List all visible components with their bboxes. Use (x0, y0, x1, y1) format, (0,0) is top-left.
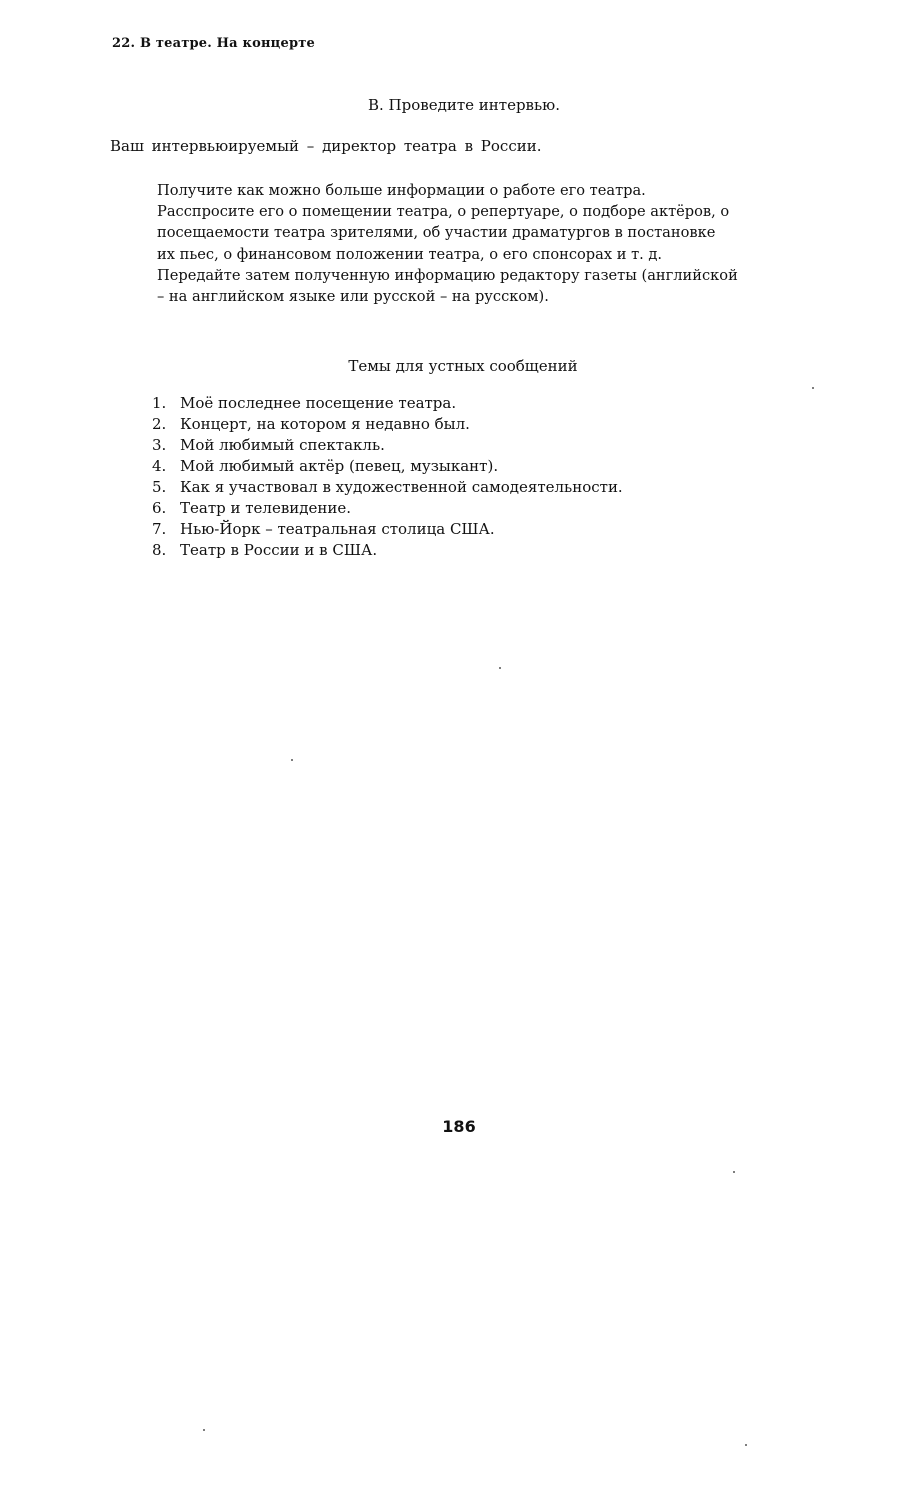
instruction-line: Расспросите его о помещении театра, о репертуаре, о подборе актёров, о (157, 203, 730, 221)
list-item-text: Как я участвовал в художественной самодеятельности. (180, 478, 623, 496)
instruction-line: Передайте затем полученную информацию редактору газеты (английской (157, 266, 738, 284)
list-item-number: 5. (152, 478, 167, 496)
scan-speck (733, 1171, 735, 1173)
list-item (152, 477, 623, 498)
running-header: 22. В театре. На концерте (112, 36, 315, 51)
list-item (152, 519, 623, 540)
scan-speck (291, 759, 293, 761)
list-item-text: Концерт, на котором я недавно был. (180, 415, 470, 433)
list-item-number: 3. (152, 436, 167, 454)
list-item (152, 498, 623, 519)
list-item-text: Мой любимый спектакль. (180, 436, 385, 454)
instruction-line: Получите как можно больше информации о работе его театра. (157, 182, 646, 199)
list-item-number: 8. (152, 541, 167, 559)
instruction-line: посещаемости театра зрителями, об участии драматургов в постановке (157, 224, 716, 242)
topics-title: Темы для устных сообщений (348, 357, 578, 375)
instructions-paragraph (157, 180, 817, 307)
list-item-number: 7. (152, 520, 167, 538)
intro-paragraph: Ваш интервьюируемый – директор театра в России. (110, 137, 542, 155)
section-title: B. Проведите интервью. (368, 96, 560, 114)
instruction-line: – на английском языке или русской – на русском). (157, 288, 549, 306)
list-item (152, 414, 623, 435)
list-item-text: Нью-Йорк – театральная столица США. (180, 520, 495, 538)
scan-speck (812, 387, 814, 389)
scan-speck (499, 667, 501, 669)
list-item-number: 1. (152, 394, 167, 412)
list-item-text: Театр в России и в США. (180, 541, 378, 559)
topics-list (152, 393, 623, 561)
list-item-text: Моё последнее посещение театра. (180, 394, 457, 412)
list-item-number: 6. (152, 499, 167, 517)
list-item (152, 393, 623, 414)
list-item-number: 4. (152, 457, 167, 475)
scan-speck (745, 1444, 747, 1446)
list-item (152, 456, 623, 477)
page-number: 186 (442, 1117, 476, 1136)
list-item-number: 2. (152, 415, 167, 433)
list-item-text: Театр и телевидение. (180, 499, 352, 517)
scan-speck (203, 1429, 205, 1431)
list-item (152, 435, 623, 456)
list-item-text: Мой любимый актёр (певец, музыкант). (180, 457, 499, 475)
list-item (152, 540, 623, 561)
instruction-line: их пьес, о финансовом положении театра, о его спонсорах и т. д. (157, 245, 663, 263)
